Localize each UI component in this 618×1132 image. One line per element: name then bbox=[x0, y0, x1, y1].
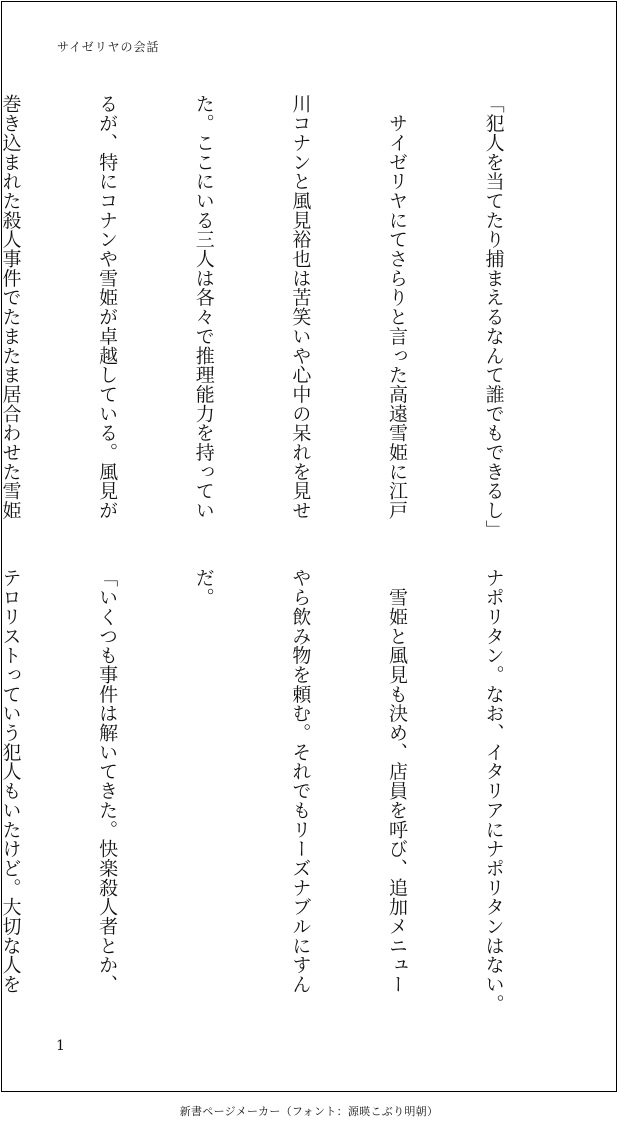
lower-text-block bbox=[0, 568, 574, 1014]
text-column: 巻き込まれた殺人事件でたまたま居合わせた雪姫 bbox=[0, 94, 22, 520]
text-column: 雪姫と風見も決め、店員を呼び、追加メニュー bbox=[385, 568, 408, 994]
manuscript-page bbox=[1, 1, 617, 1092]
text-column: だ。 bbox=[192, 568, 215, 607]
page-title: サイゼリヤの会話 bbox=[57, 40, 160, 54]
text-column: やら飲み物を頼む。それでもリーズナブルにすん bbox=[289, 568, 312, 994]
generator-credit: 新書ページメーカー（フォント：源暎こぶり明朝） bbox=[179, 1105, 439, 1118]
text-column: るが、特にコナンや雪姫が卓越している。風見が bbox=[96, 94, 119, 520]
text-column: ナポリタン。なお、イタリアにナポリタンはない。 bbox=[482, 568, 505, 1014]
page-number: 1 bbox=[56, 1038, 65, 1054]
text-column: 「犯人を当てたり捕まえるなんて誰でもできるし」 bbox=[482, 94, 505, 540]
text-column: 川コナンと風見裕也は苦笑いや心中の呆れを見せ bbox=[289, 94, 312, 520]
upper-text-block bbox=[0, 94, 574, 540]
text-column: サイゼリヤにてさらりと言った高遠雪姫に江戸 bbox=[385, 94, 408, 520]
text-column: 「いくつも事件は解いてきた。快楽殺人者とか、 bbox=[96, 568, 119, 994]
text-column: テロリストっていう犯人もいたけど。大切な人を bbox=[0, 568, 22, 994]
text-column: た。ここにいる三人は各々で推理能力を持ってい bbox=[192, 94, 215, 520]
